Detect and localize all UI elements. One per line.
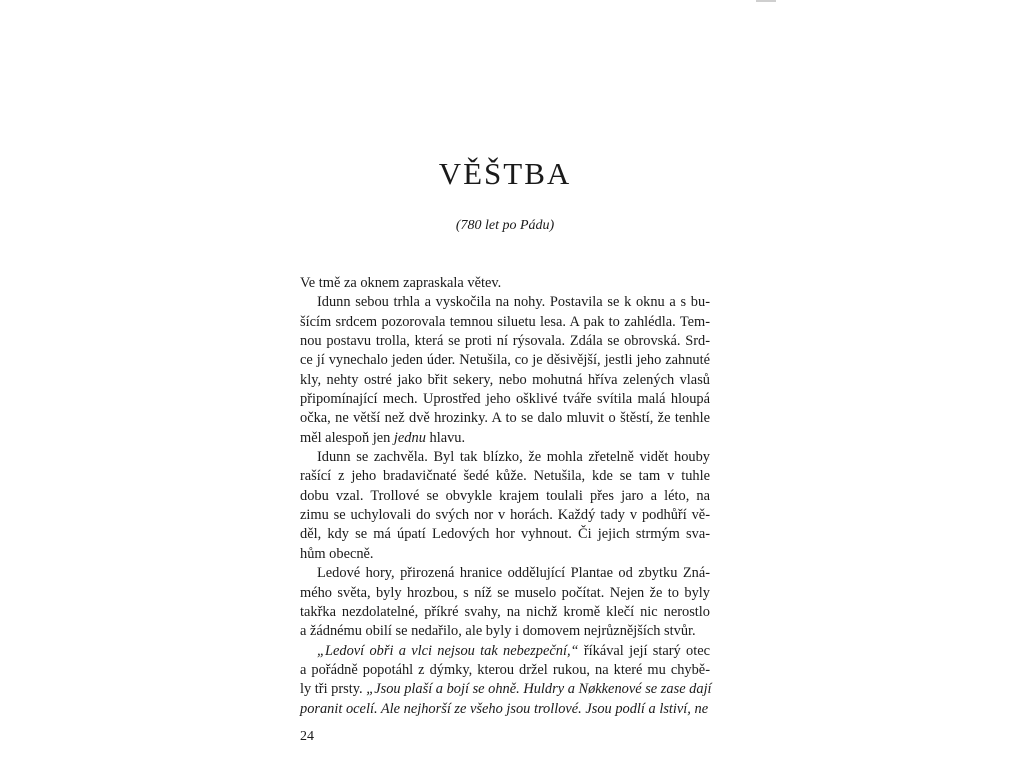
text-line [300, 603, 710, 622]
italic-text: „Ledoví obři a vlci nejsou tak nebezpeční,“ [317, 642, 579, 659]
text: šícím srdcem pozorovala temnou siluetu lesa. A pak to zahlédla. Tem- [300, 313, 710, 330]
text-line [300, 661, 710, 680]
text-line [300, 622, 710, 641]
text-line [300, 545, 710, 564]
text: ce jí vynechalo jeden úder. Netušila, co je děsivější, jestli jeho zahnuté [300, 352, 710, 369]
text-line [300, 584, 710, 603]
text-line [300, 313, 710, 332]
paragraph [300, 642, 710, 719]
text: měl alespoň jen [300, 429, 394, 446]
text: mého světa, byly hrozbou, s níž se muselo počítat. Nejen že to byly [300, 584, 710, 601]
text: zimu se uchylovali do svých nor v horách. Každý tady v podhůří vě- [300, 507, 710, 524]
text-line [300, 351, 710, 370]
text: dobu vzal. Trollové se obvykle krajem toulali přes jaro a léto, na [300, 487, 710, 504]
text: ly tři prsty. [300, 681, 367, 698]
text: Ledové hory, přirozená hranice oddělující Plantae od zbytku Zná- [317, 565, 710, 582]
text-line [300, 332, 710, 351]
text-line [300, 293, 710, 312]
paragraph [300, 293, 710, 448]
italic-text: „Jsou plaší a bojí se ohně. Huldry a Nøkkenové se zase dají [366, 681, 712, 698]
chapter-subtitle: (780 let po Pádu) [455, 218, 555, 233]
text: a žádnému obilí se nedařilo, ale byly i domovem nejrůznějších stvůr. [300, 623, 696, 640]
text: nou postavu trolla, která se proti ní rýsovala. Zdála se obrovská. Srd- [300, 333, 710, 350]
text-line [300, 448, 710, 467]
paragraph [300, 564, 710, 641]
text: očka, ne větší než dvě hrozinky. A to se dalo mluvit o štěstí, že tenhle [300, 410, 710, 427]
text-line [300, 467, 710, 486]
text: Ve tmě za oknem zapraskala větev. [300, 275, 502, 291]
text-line [300, 371, 710, 390]
text: hlavu. [425, 429, 466, 446]
text: takřka nezdolatelné, příkré svahy, na nichž kromě klečí nic nerostlo [300, 603, 710, 620]
text: Idunn se zachvěla. Byl tak blízko, že mohla zřetelně vidět houby [317, 449, 710, 466]
text-line [300, 564, 710, 583]
text-line [300, 429, 710, 448]
italic-text: poranit ocelí. Ale nejhorší ze všeho jsou trollové. Jsou podlí a lstiví, ne [300, 700, 709, 717]
text-line [300, 642, 710, 661]
paragraph [300, 448, 710, 564]
italic-text: jednu [393, 429, 426, 446]
text-line [300, 274, 710, 293]
text-line [300, 487, 710, 506]
paragraph [300, 274, 710, 293]
text: děl, kdy se má úpatí Ledových hor vyhnout. Či jejich strmým sva- [300, 526, 710, 543]
text: hům obecně. [300, 545, 374, 562]
text: připomínající mech. Uprostřed jeho ošklivé tváře svítila malá hloupá [300, 391, 710, 408]
text: říkával její starý otec [578, 642, 710, 659]
chapter-title: VĚŠTBA [438, 156, 572, 191]
body-text [300, 274, 710, 719]
text-line [300, 680, 710, 699]
text-line [300, 525, 710, 544]
text-line [300, 409, 710, 428]
text: rašící z jeho bradavičnaté šedé kůže. Netušila, kde se tam v tuhle [300, 468, 710, 485]
page-number: 24 [300, 729, 314, 744]
text: a pořádně popotáhl z dýmky, kterou držel rukou, na které mu chybě- [300, 661, 710, 678]
text: kly, nehty ostré jako břit sekery, nebo mohutná hříva zelených vlasů [300, 371, 710, 388]
text-line [300, 390, 710, 409]
text-line [300, 506, 710, 525]
text: Idunn sebou trhla a vyskočila na nohy. Postavila se k oknu a s bu- [317, 294, 710, 311]
corner-mark [756, 0, 776, 2]
text-line [300, 700, 710, 719]
